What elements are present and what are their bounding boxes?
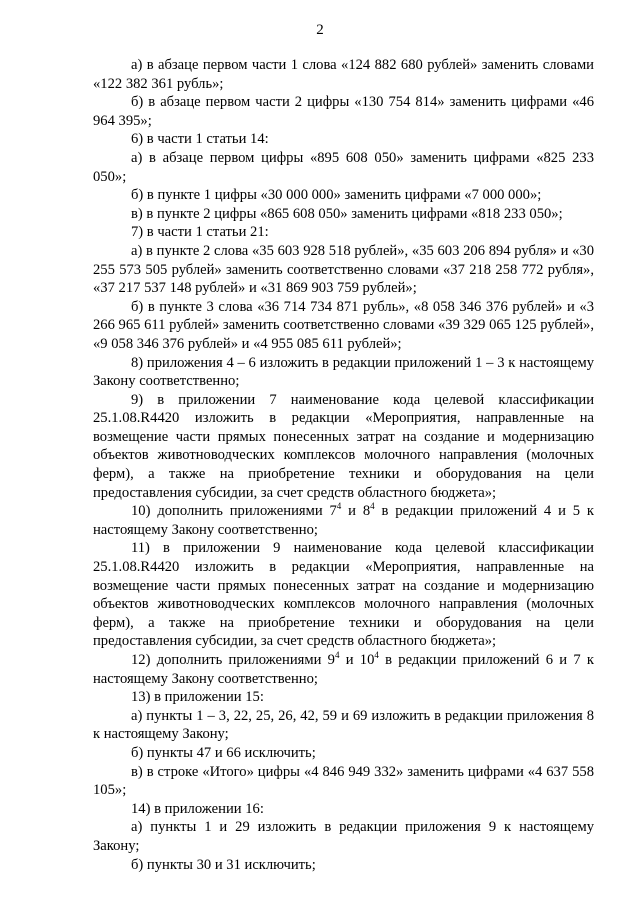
paragraph-text: и 8 [341,503,371,520]
paragraph: б) в пункте 3 слова «36 714 734 871 рубль», «8 058 346 376 рублей» и «3 266 965 611 рублей» заменить соответственно словами «39 329 065 125 рублей», «9 058 346 376 рублей» и «4 955 085 611 рублей»; [93,298,594,352]
superscript: 4 [334,650,340,661]
paragraph: б) в пункте 1 цифры «30 000 000» заменить цифрами «7 000 000»; [131,187,542,204]
paragraph: в) в пункте 2 цифры «865 608 050» заменить цифрами «818 233 050»; [131,205,563,222]
paragraph: 11) в приложении 9 наименование кода целевой классификации 25.1.08.R4420 изложить в редакции «Мероприятия, направленные на возмещение части прямых понесенных затрат на создание и модернизацию объектов животноводческих комплексов молочного направления (молочных ферм), а также на приобретение техники и оборудования на цели предоставления субсидии, за счет средств областного бюджета»; [93,540,594,650]
paragraph: 7) в части 1 статьи 21: [131,224,269,241]
superscript: 4 [374,650,379,661]
paragraph: 9) в приложении 7 наименование кода целевой классификации 25.1.08.R4420 изложить в редакции «Мероприятия, направленные на возмещение части прямых понесенных затрат на создание и модернизацию объектов животноводческих комплексов молочного направления (молочных ферм), а также на приобретение техники и оборудования на цели предоставления субсидии, за счет средств областного бюджета»; [93,391,594,501]
paragraph: 6) в части 1 статьи 14: [131,131,269,148]
paragraph: а) в абзаце первом цифры «895 608 050» заменить цифрами «825 233 050»; [93,149,594,185]
paragraph [93,651,594,688]
paragraph: 14) в приложении 16: [131,800,264,817]
superscript: 4 [370,501,375,512]
paragraph-text: в редакции приложений 4 и 5 к настоящему Закону соответственно; [93,503,595,538]
paragraph [93,502,594,539]
paragraph-text: 10) дополнить приложениями 7 [131,503,337,520]
paragraph: а) в абзаце первом части 1 слова «124 882 680 рублей» заменить словами «122 382 361 рубль»; [93,57,594,92]
paragraph: б) пункты 30 и 31 исключить; [131,856,316,873]
paragraph: 8) приложения 4 – 6 изложить в редакции приложений 1 – 3 к настоящему Закону соответственно; [93,354,594,390]
paragraph: б) в абзаце первом части 2 цифры «130 754 814» заменить цифрами «46 964 395»; [93,94,594,129]
paragraph: а) в пункте 2 слова «35 603 928 518 рублей», «35 603 206 894 рубля» и «30 255 573 505 рублей» заменить соответственно словами «37 218 258 772 рубля», «37 217 537 148 рублей» и «31 869 903 759 рублей»; [93,242,594,297]
document-body [93,56,594,874]
paragraph: а) пункты 1 и 29 изложить в редакции приложения 9 к настоящему Закону; [93,819,594,854]
page-number: 2 [316,22,324,38]
paragraph: а) пункты 1 – 3, 22, 25, 26, 42, 59 и 69 изложить в редакции приложения 8 к настоящему Закону; [93,707,594,743]
paragraph: 13) в приложении 15: [131,689,264,706]
paragraph: в) в строке «Итого» цифры «4 846 949 332» заменить цифрами «4 637 558 105»; [93,763,594,799]
superscript: 4 [336,501,342,512]
paragraph-text: 12) дополнить приложениями 9 [131,652,335,668]
paragraph-text: в редакции приложений 6 и 7 к настоящему Закону соответственно; [93,652,594,687]
paragraph: б) пункты 47 и 66 исключить; [131,744,316,761]
paragraph-text: и 10 [339,652,375,668]
